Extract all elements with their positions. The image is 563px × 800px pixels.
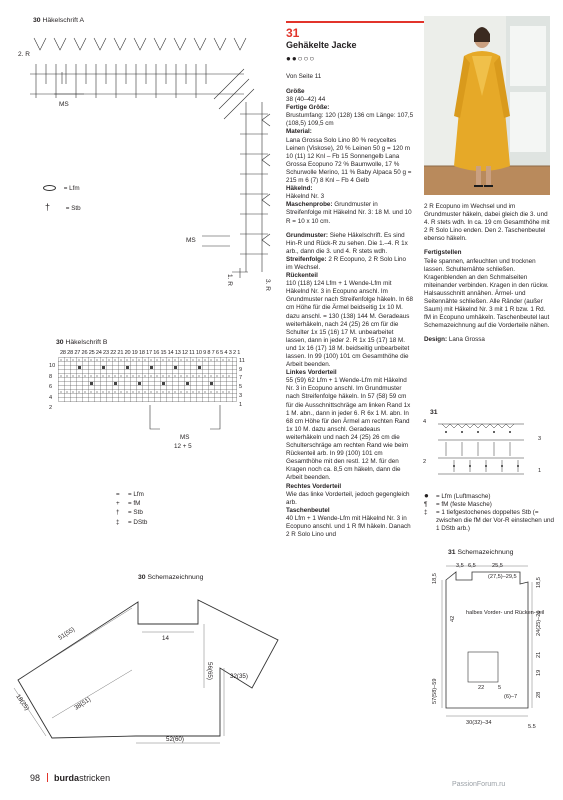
schema-30-label-3: 38(51) <box>73 696 93 712</box>
legend-b: = = Lfm + = fM † = Stb ‡ = DStb <box>116 491 148 526</box>
schema-31-label-2: 25,5 <box>492 563 503 569</box>
diagram-31-row4: 4 <box>423 419 427 425</box>
diagram-a-row3: 3. R <box>264 279 271 291</box>
schema-31-label-1: 6,5 <box>468 563 476 569</box>
article-rule <box>286 21 427 23</box>
diagram-b-left-rows: 10 8 6 4 2 <box>49 363 56 411</box>
diagram-a <box>14 24 276 294</box>
diagram-a-ms-side: MS <box>186 237 196 244</box>
schema-31-label-0: 3,5 <box>456 563 464 569</box>
schema-31-drawing <box>424 558 554 728</box>
diagram-31-row2: 2 <box>423 459 427 465</box>
schema-30-label-6: 52(60) <box>166 736 184 743</box>
schema-30-title: 30 Schemazeichnung <box>138 574 204 581</box>
schema-30-drawing <box>12 588 284 750</box>
schema-31-label-6: 42 <box>450 615 456 622</box>
diagram-a-row1: 1. R <box>226 274 233 286</box>
diagram-31-title: 31 <box>430 409 438 416</box>
diagram-a-title: 30 Häkelschrift A <box>33 17 85 24</box>
diagram-b-grid <box>58 357 242 403</box>
schema-31-label-8: halbes Vorder- und Rücken- teil <box>466 610 545 616</box>
schema-31-title: 31 Schemazeichnung <box>448 549 514 556</box>
schema-31-label-17: 5,5 <box>528 724 536 728</box>
diagram-31-row1: 1 <box>538 468 542 474</box>
watermark: PassionForum.ru <box>452 781 506 788</box>
legend-a-stb: † = Stb <box>45 202 81 212</box>
diagram-b-title: 30 Häkelschrift B <box>56 339 108 346</box>
diagram-a-ms-top: MS <box>59 101 69 108</box>
page-number: 98 <box>30 773 41 783</box>
lfm-dot-icon: ● <box>424 491 429 500</box>
article-column-2: 2 R Ecopuno im Wechsel und im Grundmuster häkeln, dabei gleich die 3. und 4. R stets wdh. In ca. 19 cm Gesamthöhe mit 2 R Solo Lino enden. Den 2. Taschenbeutel ebenso häkeln. Fertigstellen Teile spannen, anfeuchten und trocknen lassen. Schulternähte schließen. Kragenblenden an den Schmalseiten miteinander verbinden. Kragen in den rückw. Halsausschnitt annähen. Ärmel- und Seitennähte schließen. Alle Ränder (außer Saum) mit Häkelnd Nr. 3 mit 1 R bzw. 1 Rd. fM in Ecopuno umhäkeln. Taschenbeutel laut Schemazeichnung auf die Vorderteile nähen. Design: Lana Grossa <box>424 203 550 344</box>
diagram-b-ms: MS <box>180 434 190 441</box>
schema-30-label-1: 14 <box>162 635 169 642</box>
schema-30-label-4: 18(25) <box>14 693 31 712</box>
lfm-sym-icon <box>43 185 56 191</box>
schema-31-label-3: (27,5)–29,5 <box>488 574 517 580</box>
schema-31-label-13: 22 <box>478 685 485 691</box>
fm-icon: ¶ <box>424 501 428 509</box>
schema-31-label-16: 30(32)–34 <box>466 720 492 726</box>
schema-31-label-12: 28 <box>536 691 542 698</box>
article-number: 31 <box>286 26 300 40</box>
from-page: Von Seite 11 <box>286 73 322 80</box>
diagram-b-ms-calc: 12 + 5 <box>174 443 192 450</box>
diagram-31-row3: 3 <box>538 436 542 442</box>
schema-31-label-10: 21 <box>536 651 542 658</box>
article-title: Gehäkelte Jacke <box>286 40 357 50</box>
schema-31-label-7: 24(25)–26 <box>536 610 542 636</box>
schema-31-label-14: 5 <box>498 685 502 691</box>
brand-light: stricken <box>79 773 111 783</box>
schema-31-label-5: 18,5 <box>536 577 542 588</box>
difficulty-rating: ●●○○○ <box>286 54 316 63</box>
schema-30-label-0: 51(55) <box>57 626 77 642</box>
diagram-b-ms-bracket <box>140 403 230 433</box>
article-column-1: Größe 38 (40–42) 44 Fertige Größe: Brustumfang: 120 (128) 136 cm Länge: 107,5 (108,5) 109,5 cm Material: Lana Grossa Solo Lino 80 % recyceltes Leinen (Viskose), 20 % Leinen 50 g = 120 m 10 (11) 12 Knl – Fb 15 Sonnengelb Lana Grossa Ecopuno 72 % Baumwolle, 17 % Schurwolle Merino, 11 % Baby Alpaca 50 g = 215 m 6 (7) 8 Knl – Fb 4 Gelb Häkelnd: Häkelnd Nr. 3 Maschenprobe: Grundmuster in Streifenfolge mit Häkelnd Nr. 3: 18 M. und 10 R = 10 x 10 cm. Grundmuster: Siehe Häkelschrift. Es sind Hin-R und Rück-R zu sehen. Die 1.–4. R 1x arb., dann die 3. und 4. R stets wdh. Streifenfolge: 2 R Ecopuno, 2 R Solo Lino im Wechsel. Rückenteil 110 (118) 124 Lfm + 1 Wende-Lfm mit Häkelnd Nr. 3 in Ecopuno anschl. Im Grundmuster nach Streifenfolge häkeln. In 68 cm Höhe für die Ärmel beidseitig 1x 10 M. dazu anschl. = 130 (138) 144 M. Geradeaus weiterhäkeln, nach 24 (25) 26 cm für die Schulter 1x 15 (16) 17 M. unbearbeitet lassen, dann in jeder 2. R 1x 15 (17) 18 M. und 1x 16 (17) 18 M. beidseitig unbearbeitet lassen. In 99 (100) 101 cm Gesamthöhe die Arbeit beenden. Linkes Vorderteil 55 (59) 62 Lfm + 1 Wende-Lfm mit Häkelnd Nr. 3 in Ecopuno anschl. Im Grundmuster nach Streifenfolge häkeln. In 57 (58) 59 cm für die Ausschnittschräge am linken Rand 1x 1 M. abn., dann in jeder 6. R 6x 1 M. abn. In 68 cm Höhe für den Ärmel am rechten Rand 1x 10 M. dazu anschl. Geradeaus weiterhäkeln und nach 24 (25) 26 cm die Schulterschräge am rechten Rand wie beim Rückenteil arb. In 99 (100) 101 cm Gesamthöhe mit den restl. 12 M. für den Kragen noch ca. 8,5 cm häkeln, dann die Arbeit beenden. Rechtes Vorderteil Wie das linke Vorderteil, jedoch gegengleich arb. Taschenbeutel 40 Lfm + 1 Wende-Lfm mit Häkelnd Nr. 3 in Ecopuno anschl. und 1 R fM häkeln. Danach 2 R Solo Lino und <box>286 88 414 539</box>
diagram-b-col-numbers: 28 28 27 26 25 24 23 22 21 20 19 18 17 16 15 14 13 12 11 10 9 8 7 6 5 4 3 2 1 <box>60 350 241 356</box>
legend-a-lfm: = Lfm <box>43 185 80 193</box>
schema-31-label-9: 57(58)–59 <box>432 678 438 704</box>
diagram-b-right-rows: 11 9 7 5 3 1 <box>239 358 245 408</box>
dstb-icon: ‡ <box>424 509 428 517</box>
diagram-a-row2: 2. R <box>18 51 30 58</box>
model-photo <box>424 16 550 195</box>
legend-31: ● = Lfm (Luftmasche) ¶ = fM (feste Masche) ‡ = 1 tiefgestochenes doppeltes Stb (= zwischen die fM der Vor-R einstechen und 1 DStb arb.) <box>424 491 554 533</box>
brand-bold: burda <box>54 773 80 783</box>
page-footer <box>30 773 110 783</box>
diagram-31 <box>428 418 538 480</box>
schema-31-label-4: 18,5 <box>432 573 438 584</box>
schema-30-label-5: 32(35) <box>230 673 248 680</box>
schema-31-label-15: (6)–7 <box>504 694 518 700</box>
schema-31-label-11: 19 <box>536 669 542 676</box>
schema-30-label-2: 56(65) <box>206 662 213 680</box>
stb-sym-icon: † <box>45 202 51 212</box>
